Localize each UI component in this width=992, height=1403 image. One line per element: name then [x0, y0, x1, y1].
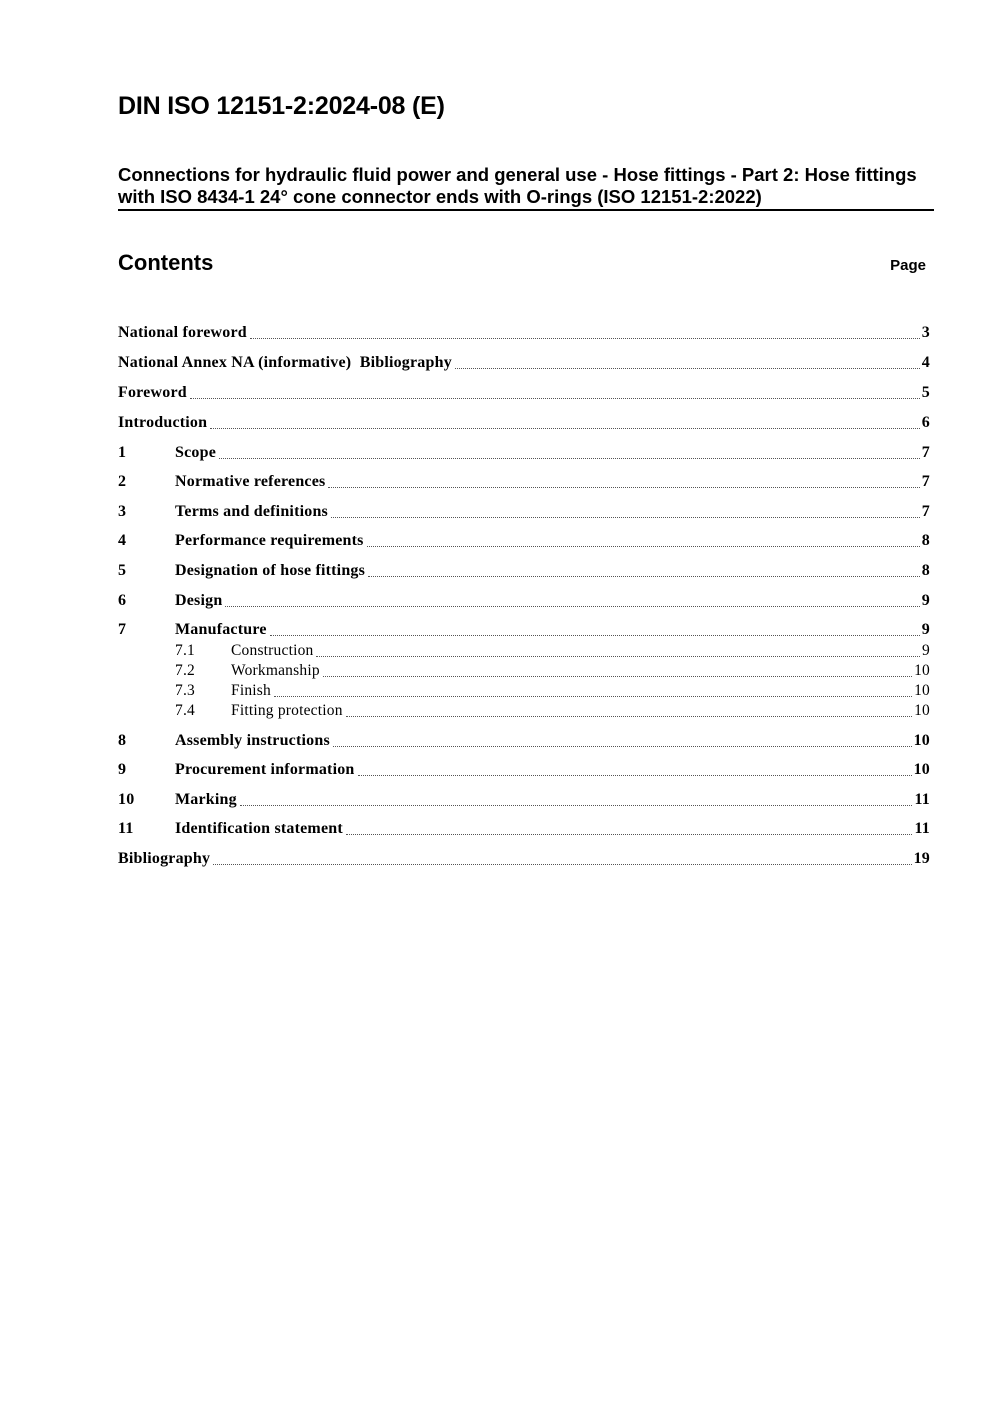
- contents-heading: Contents: [118, 250, 214, 275]
- toc-entry[interactable]: [118, 759, 930, 781]
- toc-leader: [455, 367, 920, 369]
- toc-entry-label: Foreword: [118, 384, 187, 401]
- toc-entry-number: 7.2: [175, 662, 195, 679]
- toc-entry-page: 10: [914, 702, 930, 719]
- toc-leader: [213, 863, 911, 865]
- toc-entry-page: 8: [921, 562, 930, 579]
- toc-leader: [346, 715, 912, 717]
- toc-entry-page: 9: [921, 621, 930, 638]
- toc-entry-page: 4: [921, 354, 930, 371]
- toc-leader: [358, 774, 912, 776]
- toc-entry[interactable]: [118, 619, 930, 641]
- document-id: DIN ISO 12151-2:2024-08 (E): [118, 92, 445, 120]
- toc-entry-label: Introduction: [118, 414, 208, 431]
- toc-leader: [333, 745, 912, 747]
- toc-subentry[interactable]: [118, 680, 930, 702]
- toc-leader: [219, 457, 920, 459]
- toc-entry-label: Normative references: [175, 473, 326, 490]
- toc-entry-label: Fitting protection: [231, 702, 343, 719]
- toc-leader: [274, 695, 912, 697]
- toc-entry[interactable]: [118, 412, 930, 434]
- toc-entry-number: 7: [118, 621, 127, 638]
- toc-entry[interactable]: [118, 560, 930, 582]
- toc-entry[interactable]: [118, 471, 930, 493]
- toc-subentry[interactable]: [118, 700, 930, 722]
- toc-entry-number: 4: [118, 532, 127, 549]
- toc-entry-number: 11: [118, 820, 134, 837]
- toc-entry-page: 10: [913, 732, 930, 749]
- toc-leader: [190, 397, 920, 399]
- toc-entry-label: Manufacture: [175, 621, 267, 638]
- toc-entry-page: 11: [914, 820, 930, 837]
- toc-entry-label: Workmanship: [231, 662, 320, 679]
- toc-entry-page: 3: [921, 324, 930, 341]
- toc-leader: [367, 545, 920, 547]
- toc-subentry[interactable]: [118, 640, 930, 662]
- toc-leader: [323, 675, 912, 677]
- toc-entry-number: 7.3: [175, 682, 195, 699]
- toc-entry-page: 19: [913, 850, 930, 867]
- toc-entry[interactable]: [118, 818, 930, 840]
- toc-entry-page: 6: [921, 414, 930, 431]
- toc-leader: [240, 804, 913, 806]
- toc-entry-label: Terms and definitions: [175, 503, 328, 520]
- toc-entry-page: 8: [921, 532, 930, 549]
- toc-entry[interactable]: [118, 382, 930, 404]
- toc-leader: [250, 337, 920, 339]
- toc-leader: [225, 605, 919, 607]
- toc-entry[interactable]: [118, 352, 930, 374]
- toc-entry-page: 10: [914, 662, 930, 679]
- toc-leader: [270, 634, 920, 636]
- toc-entry-label: Performance requirements: [175, 532, 364, 549]
- toc-entry-label: Bibliography: [118, 850, 211, 867]
- document-title: Connections for hydraulic fluid power and general use - Hose fittings - Part 2: Hose fittings with ISO 8434-1 24° cone connector ends with O-rings (ISO 12151-2:2022): [118, 164, 917, 207]
- toc-leader: [368, 575, 920, 577]
- page-column-label: Page: [890, 257, 926, 274]
- toc-entry-page: 7: [921, 444, 930, 461]
- toc-entry-number: 10: [118, 791, 135, 808]
- toc-leader: [346, 833, 913, 835]
- toc-entry[interactable]: [118, 530, 930, 552]
- toc-entry-label: Marking: [175, 791, 237, 808]
- title-divider: [118, 209, 934, 211]
- toc-subentry[interactable]: [118, 660, 930, 682]
- toc-entry-label: Scope: [175, 444, 216, 461]
- toc-entry[interactable]: [118, 730, 930, 752]
- toc-entry-label: Design: [175, 592, 223, 609]
- toc-leader: [210, 427, 920, 429]
- toc-entry-page: 10: [913, 761, 930, 778]
- toc-entry[interactable]: [118, 501, 930, 523]
- toc-entry-number: 9: [118, 761, 127, 778]
- toc-entry-number: 6: [118, 592, 127, 609]
- toc-entry-number: 1: [118, 444, 127, 461]
- toc-entry-label: National foreword: [118, 324, 247, 341]
- toc-entry-page: 9: [921, 592, 930, 609]
- toc-entry-number: 2: [118, 473, 127, 490]
- toc-entry-number: 7.1: [175, 642, 195, 659]
- toc-entry-page: 7: [921, 503, 930, 520]
- toc-entry[interactable]: [118, 322, 930, 344]
- toc-entry-label: National Annex NA (informative) Bibliography: [118, 354, 452, 371]
- toc-entry-number: 7.4: [175, 702, 195, 719]
- toc-entry-page: 10: [914, 682, 930, 699]
- toc-entry-page: 7: [921, 473, 930, 490]
- toc-entry[interactable]: [118, 789, 930, 811]
- toc-entry-page: 11: [914, 791, 930, 808]
- toc-entry[interactable]: [118, 590, 930, 612]
- toc-entry[interactable]: [118, 442, 930, 464]
- toc-entry-number: 3: [118, 503, 127, 520]
- toc-entry-number: 5: [118, 562, 127, 579]
- toc-entry-page: 9: [922, 642, 930, 659]
- toc-entry-label: Finish: [231, 682, 271, 699]
- toc-entry-label: Identification statement: [175, 820, 343, 837]
- toc-entry-number: 8: [118, 732, 127, 749]
- toc-entry[interactable]: [118, 848, 930, 870]
- toc-entry-label: Procurement information: [175, 761, 355, 778]
- toc-entry-label: Construction: [231, 642, 314, 659]
- toc-leader: [328, 486, 919, 488]
- toc-entry-label: Assembly instructions: [175, 732, 330, 749]
- toc-entry-page: 5: [921, 384, 930, 401]
- toc-leader: [331, 516, 920, 518]
- toc-entry-label: Designation of hose fittings: [175, 562, 366, 579]
- toc-leader: [316, 655, 920, 657]
